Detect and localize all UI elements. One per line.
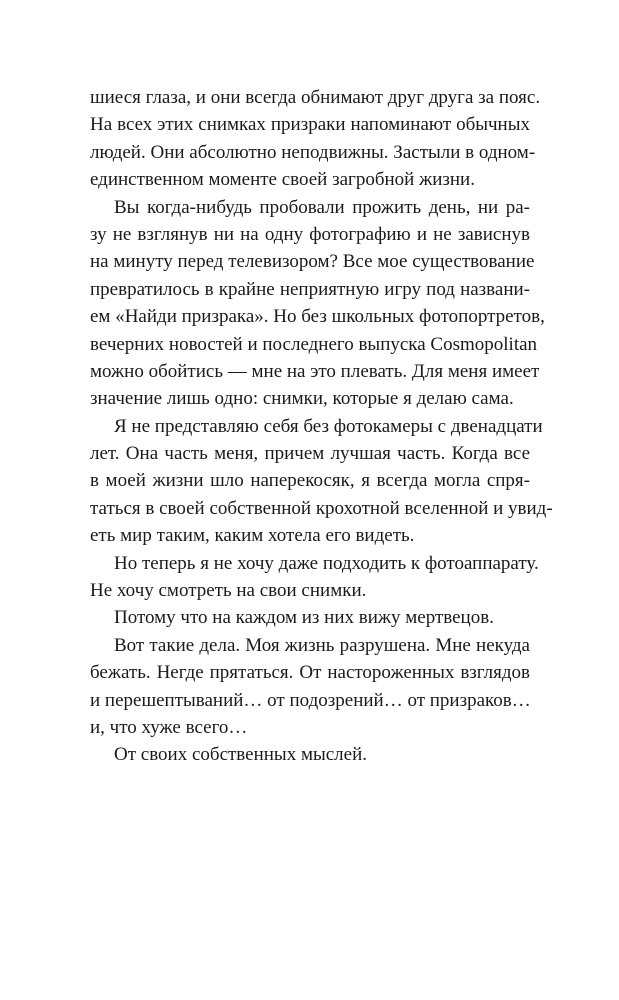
text-line: в моей жизни шло наперекосяк, я всегда могла спря- xyxy=(90,470,530,492)
text-line: значение лишь одно: снимки, которые я делаю сама. xyxy=(90,388,514,410)
text-line: лет. Она часть меня, причем лучшая часть. Когда все xyxy=(90,443,530,465)
text-line: вечерних новостей и последнего выпуска Cosmopolitan xyxy=(90,333,538,355)
text-line: людей. Они абсолютно неподвижны. Застыли в одном- xyxy=(90,141,536,163)
paragraph-first-line: Вы когда-нибудь пробовали прожить день, ни ра- xyxy=(114,196,530,218)
paragraph-first-line: Вот такие дела. Моя жизнь разрушена. Мне некуда xyxy=(114,634,530,656)
paragraph-first-line: Я не представляю себя без фотокамеры с двенадцати xyxy=(114,415,543,437)
text-line: На всех этих снимках призраки напоминают обычных xyxy=(90,114,530,136)
text-line: Не хочу смотреть на свои снимки. xyxy=(90,580,367,602)
text-line: таться в своей собственной крохотной вселенной и увид- xyxy=(90,497,553,519)
text-line: зу не взглянув ни на одну фотографию и не зависнув xyxy=(90,223,530,245)
text-line: шиеся глаза, и они всегда обнимают друг друга за пояс. xyxy=(90,87,541,108)
text-line: бежать. Негде прятаться. От настороженных взглядов xyxy=(90,662,530,684)
paragraph-first-line: От своих собственных мыслей. xyxy=(114,744,368,766)
text-line: на минуту перед телевизором? Все мое существование xyxy=(90,251,535,273)
text-line: ем «Найди призрака». Но без школьных фотопортретов, xyxy=(90,306,545,328)
text-line: еть мир таким, каким хотела его видеть. xyxy=(90,525,415,547)
text-line: единственном моменте своей загробной жизни. xyxy=(90,169,475,191)
paragraph-first-line: Но теперь я не хочу даже подходить к фотоаппарату. xyxy=(114,552,539,574)
text-line: можно обойтись — мне на это плевать. Для меня имеет xyxy=(90,360,540,382)
text-line: превратилось в крайне неприятную игру под названи- xyxy=(90,278,530,300)
text-line: и перешептываний… от подозрений… от призраков… xyxy=(90,689,531,711)
body-text xyxy=(90,84,553,769)
text-line: и, что хуже всего… xyxy=(90,716,248,738)
paragraph-first-line: Потому что на каждом из них вижу мертвецов. xyxy=(114,607,494,629)
